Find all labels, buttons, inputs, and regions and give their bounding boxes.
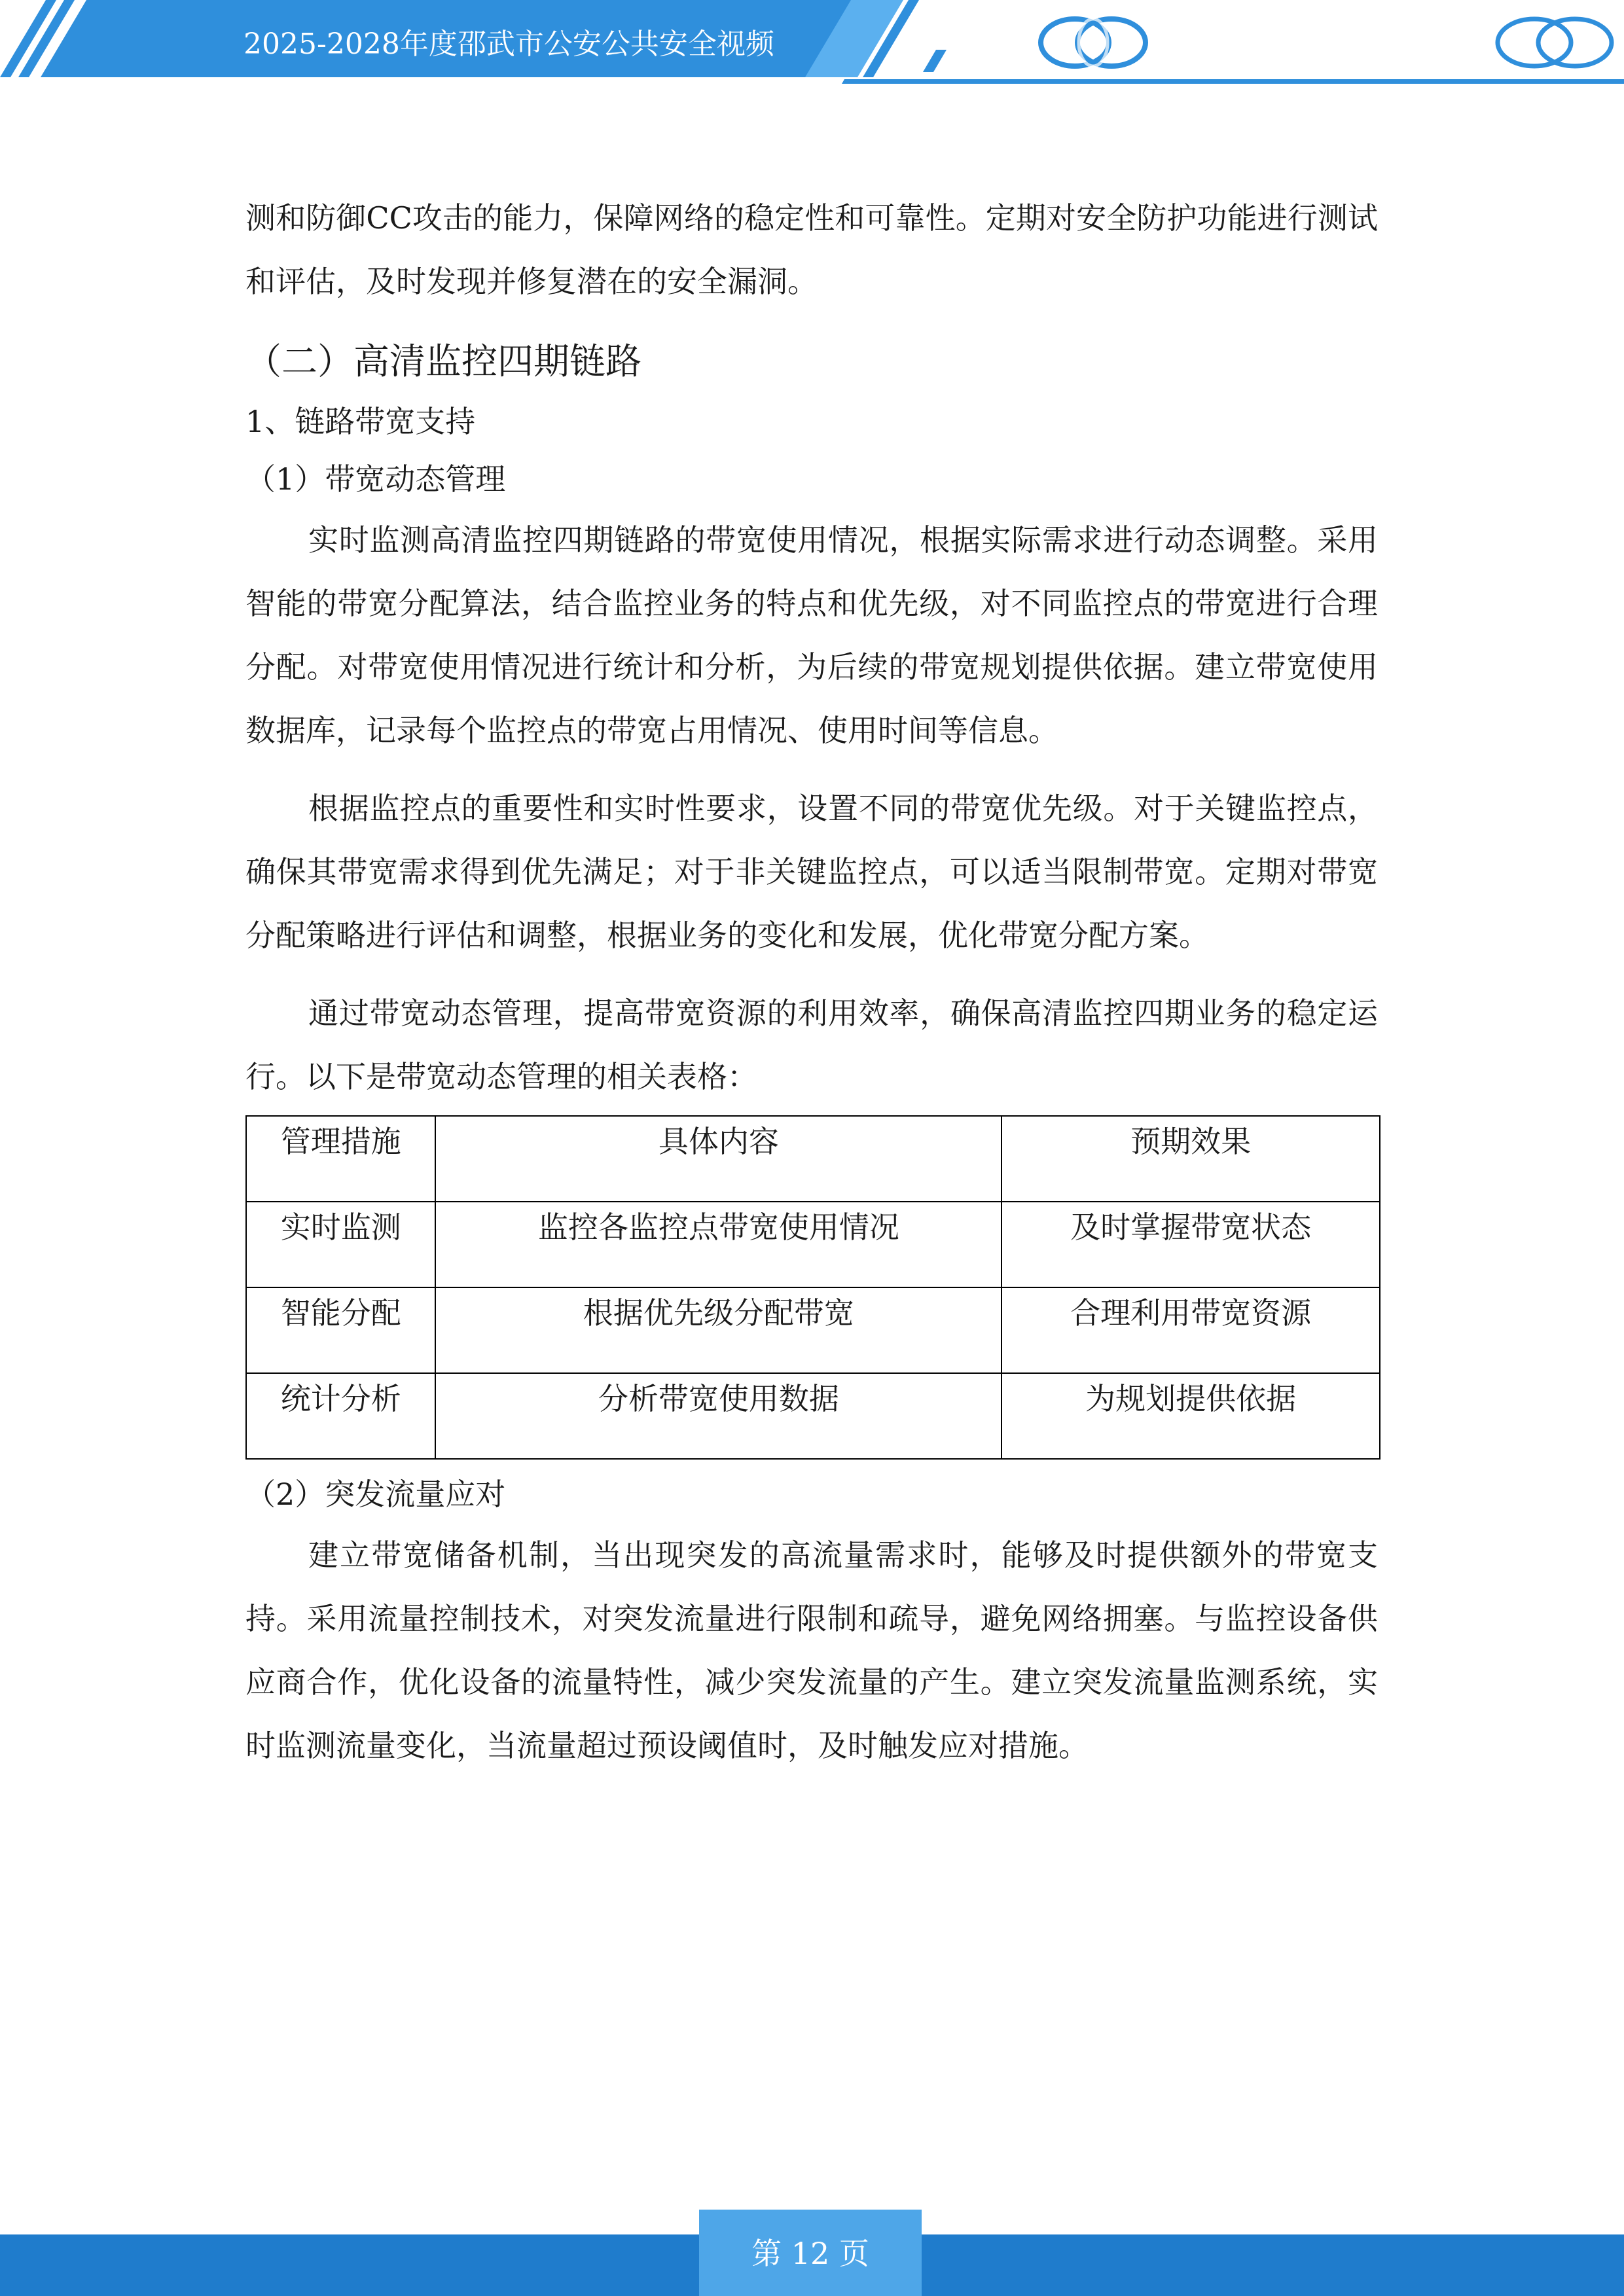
table-header-cell: 预期效果 [1001,1116,1380,1202]
table-header-row [246,1116,1380,1202]
table-row [246,1287,1380,1373]
table-cell: 监控各监控点带宽使用情况 [435,1202,1001,1287]
page-number: 第 12 页 [751,2236,869,2271]
table-cell: 统计分析 [246,1373,435,1459]
table-cell: 根据优先级分配带宽 [435,1287,1001,1373]
table-cell: 及时掌握带宽状态 [1001,1202,1380,1287]
section-heading: （二）高清监控四期链路 [245,340,642,382]
table-row [246,1202,1380,1287]
table-header-cell: 具体内容 [435,1116,1001,1202]
sub2-heading: （2）突发流量应对 [245,1477,506,1512]
body-paragraph: 实时监测高清监控四期链路的带宽使用情况，根据实际需求进行动态调整。采用智能的带宽分配算法，结合监控业务的特点和优先级，对不同监控点的带宽进行合理分配。对带宽使用情况进行统计和分析，为后续的带宽规划提供依据。建立带宽使用数据库，记录每个监控点的带宽占用情况、使用时间等信息。 [245,522,1378,748]
body-paragraph: 通过带宽动态管理，提高带宽资源的利用效率，确保高清监控四期业务的稳定运行。以下是带宽动态管理的相关表格： [245,996,1378,1094]
table-cell: 为规划提供依据 [1001,1373,1380,1459]
table-header-cell: 管理措施 [246,1116,435,1202]
page-header [0,0,1624,85]
bandwidth-management-table [245,1115,1380,1460]
sub1-heading: （1）带宽动态管理 [245,461,506,497]
table-cell: 合理利用带宽资源 [1001,1287,1380,1373]
table-cell: 实时监测 [246,1202,435,1287]
document-body [245,187,1378,1778]
document-header-title: 2025-2028年度邵武市公安公共安全视频 [244,27,774,61]
subsection-heading: 1、链路带宽支持 [245,404,476,439]
body-paragraph: 建立带宽储备机制，当出现突发的高流量需求时，能够及时提供额外的带宽支持。采用流量控制技术，对突发流量进行限制和疏导，避免网络拥塞。与监控设备供应商合作，优化设备的流量特性，减少突发流量的产生。建立突发流量监测系统，实时监测流量变化，当流量超过预设阈值时，及时触发应对措施。 [245,1537,1378,1763]
table-cell: 智能分配 [246,1287,435,1373]
intro-paragraph: 测和防御CC攻击的能力，保障网络的稳定性和可靠性。定期对安全防护功能进行测试和评估，及时发现并修复潜在的安全漏洞。 [245,200,1378,299]
linked-rings-logo-icon [1492,13,1617,72]
linked-rings-logo-icon [1034,13,1152,72]
table-row [246,1373,1380,1459]
table-cell: 分析带宽使用数据 [435,1373,1001,1459]
body-paragraph: 根据监控点的重要性和实时性要求，设置不同的带宽优先级。对于关键监控点，确保其带宽需求得到优先满足；对于非关键监控点，可以适当限制带宽。定期对带宽分配策略进行评估和调整，根据业务的变化和发展，优化带宽分配方案。 [245,791,1378,953]
